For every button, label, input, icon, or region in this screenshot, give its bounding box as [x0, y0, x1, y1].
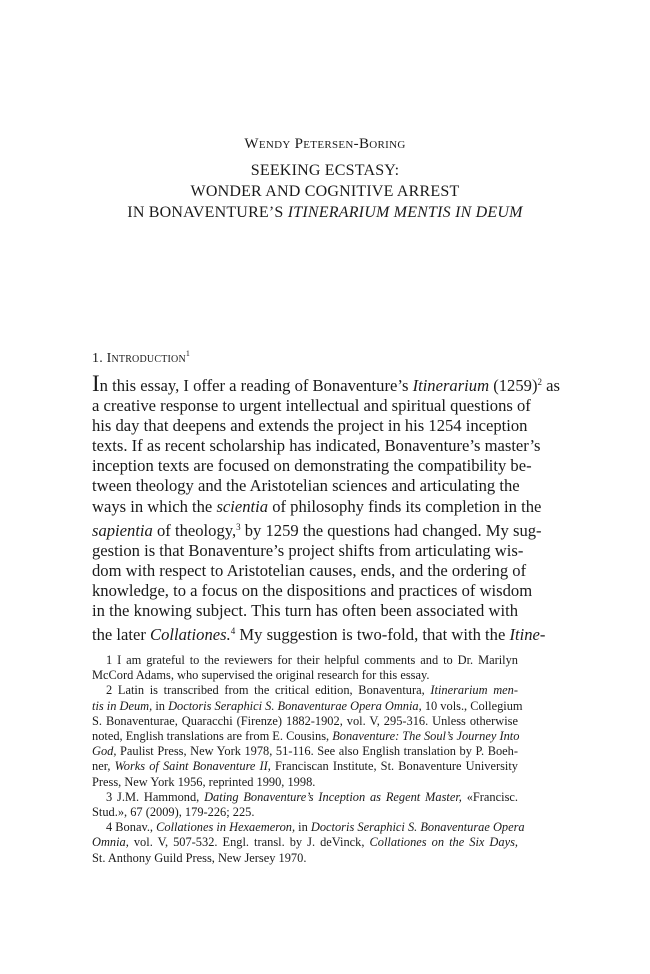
- body-paragraph: [92, 371, 560, 645]
- body-line: his day that deepens and extends the project in his 1254 inception: [92, 416, 528, 436]
- footnotes: [92, 653, 525, 866]
- title-line-1: SEEKING ECSTASY:: [250, 162, 400, 179]
- body-line: knowledge, to a focus on the dispositions and practices of wisdom: [92, 580, 533, 600]
- body-line: tween theology and the Aristotelian sciences and articulating the: [92, 476, 520, 496]
- title-line-2: WONDER AND COGNITIVE ARREST: [190, 183, 460, 200]
- author-name: Wendy Petersen-Boring: [244, 136, 406, 152]
- title-line-3: [0, 202, 650, 223]
- footnote-1: 1 I am grateful to the reviewers for their helpful comments and to Dr. Marilyn: [106, 653, 518, 667]
- footnote-2-cont: God, Paulist Press, New York 1978, 51-116. See also English translation by P. Boeh-: [92, 744, 518, 759]
- footnote-ref-4: 4: [230, 626, 236, 637]
- footnote-2: 2 Latin is transcribed from the critical edition, Bonaventura, Itinerarium men-: [106, 683, 518, 698]
- section-heading: [92, 349, 190, 367]
- footnote-2-cont: S. Bonaventurae, Quaracchi (Firenze) 1882-1902, vol. V, 295-316. Unless otherwise: [92, 713, 518, 728]
- drop-cap: I: [92, 371, 100, 396]
- footnote-2-cont: ner, Works of Saint Bonaventure II, Franciscan Institute, St. Bonaventure University: [92, 759, 518, 774]
- footnote-ref-3: 3: [236, 521, 241, 532]
- footnote-3-cont: Stud.», 67 (2009), 179-226; 225.: [92, 805, 255, 820]
- title-line-3-text: IN BONAVENTURE’S: [127, 204, 288, 221]
- body-line: a creative response to urgent intellectual and spiritual questions of: [92, 396, 531, 416]
- footnote-ref-1: 1: [185, 349, 191, 358]
- body-line: In this essay, I offer a reading of Bonaventure’s Itinerarium $(1259)^2$ as: [92, 371, 560, 396]
- footnote-4: 4 Bonav., Collationes in Hexaemeron, in Doctoris Seraphici S. Bonaventurae Opera: [106, 820, 525, 835]
- footnote-2-cont: Press, New York 1956, reprinted 1990, 1998.: [92, 774, 316, 789]
- body-line: inception texts are focused on demonstrating the compatibility be-: [92, 456, 532, 476]
- footnote-2-cont: tis in Deum, in Doctoris Seraphici S. Bonaventurae Opera Omnia, 10 vols., Collegium: [92, 698, 523, 713]
- title-line-3-italic: ITINERARIUM MENTIS IN DEUM: [287, 204, 523, 221]
- body-line: texts. If as recent scholarship has indicated, Bonaventure’s master’s: [92, 436, 541, 456]
- body-line: in the knowing subject. This turn has often been associated with: [92, 601, 518, 621]
- body-line: dom with respect to Aristotelian causes, ends, and the ordering of: [92, 560, 527, 580]
- footnote-2-cont: noted, English translations are from E. Cousins, Bonaventure: The Soul’s Journey Into: [92, 729, 520, 744]
- footnote-3: 3 J.M. Hammond, Dating Bonaventure’s Inception as Regent Master, «Francisc.: [106, 789, 518, 804]
- footnote-4-cont: Omnia, vol. V, 507-532. Engl. transl. by J. deVinck, Collationes on the Six Days,: [92, 835, 518, 850]
- footnote-4-cont: St. Anthony Guild Press, New Jersey 1970.: [92, 850, 307, 865]
- body-line: gestion is that Bonaventure’s project shifts from articulating wis-: [92, 540, 524, 560]
- body-line: sapientia of theology,$^3$ by 1259 the questions had changed. My sug-: [92, 520, 542, 540]
- article-title: [0, 160, 650, 223]
- body-line: ways in which the scientia of philosophy finds its completion in the: [92, 496, 542, 516]
- section-heading-text: 1. Introduction: [92, 351, 186, 366]
- footnote-ref-2: 2: [537, 377, 542, 387]
- body-line: the later Collationes.$^4$ My suggestion is two-fold, that with the Itine-: [92, 625, 546, 645]
- footnote-1-cont: McCord Adams, who supervised the original research for this essay.: [92, 668, 430, 683]
